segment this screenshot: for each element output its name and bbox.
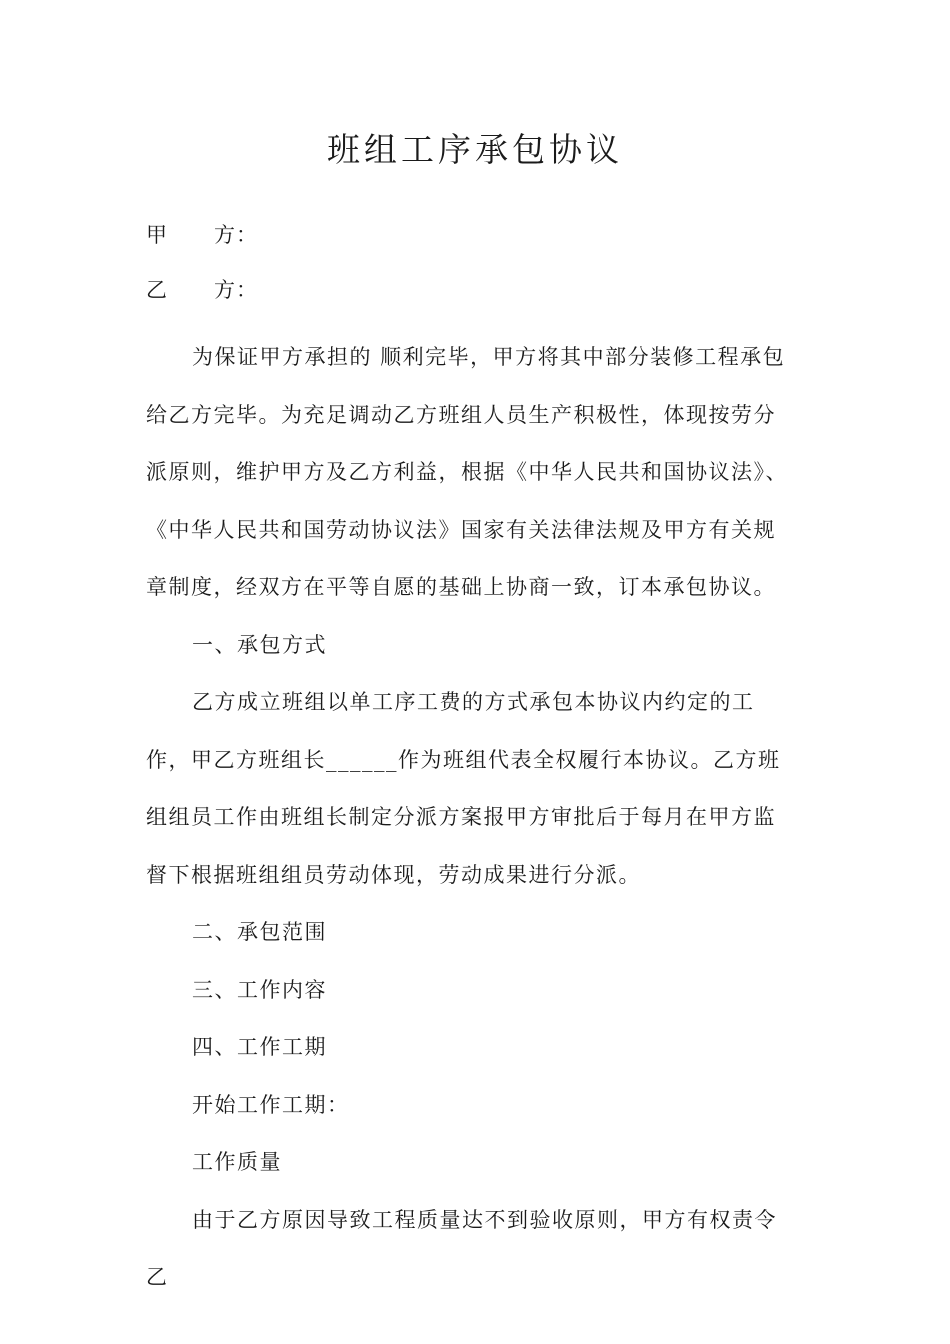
section-heading-contract-scope: 二、承包范围 [192, 920, 327, 944]
party-b-suffix: 方： [214, 278, 258, 302]
paragraph-quality-terms: 由于乙方原因导致工程质量达不到验收原则，甲方有权责令乙 [146, 1207, 777, 1289]
section-heading-work-schedule: 四、工作工期 [192, 1035, 327, 1059]
section-heading-work-content: 三、工作内容 [192, 977, 327, 1002]
paragraph-contract-method: 乙方成立班组以单工序工费的方式承包本协议内约定的工作，甲乙方班组长______作为班组代表全权履行本协议。乙方班组组员工作由班组长制定分派方案报甲方审批后于每月在甲方监督下根据班组组员劳动体现，劳动成果进行分派。 [146, 690, 781, 887]
document-body [146, 329, 794, 1307]
party-a-suffix: 方： [214, 223, 258, 247]
paragraph-preamble: 为保证甲方承担的 顺利完毕，甲方将其中部分装修工程承包给乙方完毕。为充足调动乙方班组人员生产积极性，体现按劳分派原则，维护甲方及乙方利益，根据《中华人民共和国协议法》、《中华人民共和国劳动协议法》国家有关法律法规及甲方有关规章制度，经双方在平等自愿的基础上协商一致，订本承包协议。 [146, 345, 788, 599]
section-heading-contract-method: 一、承包方式 [192, 632, 327, 657]
party-b-line [146, 275, 258, 305]
paragraph-start-date: 开始工作工期： [192, 1092, 350, 1117]
party-a-line [146, 220, 258, 250]
party-a-label: 甲 [146, 223, 168, 247]
party-b-label: 乙 [146, 278, 168, 302]
document-title: 班组工序承包协议 [327, 130, 623, 169]
section-heading-work-quality: 工作质量 [192, 1150, 282, 1174]
